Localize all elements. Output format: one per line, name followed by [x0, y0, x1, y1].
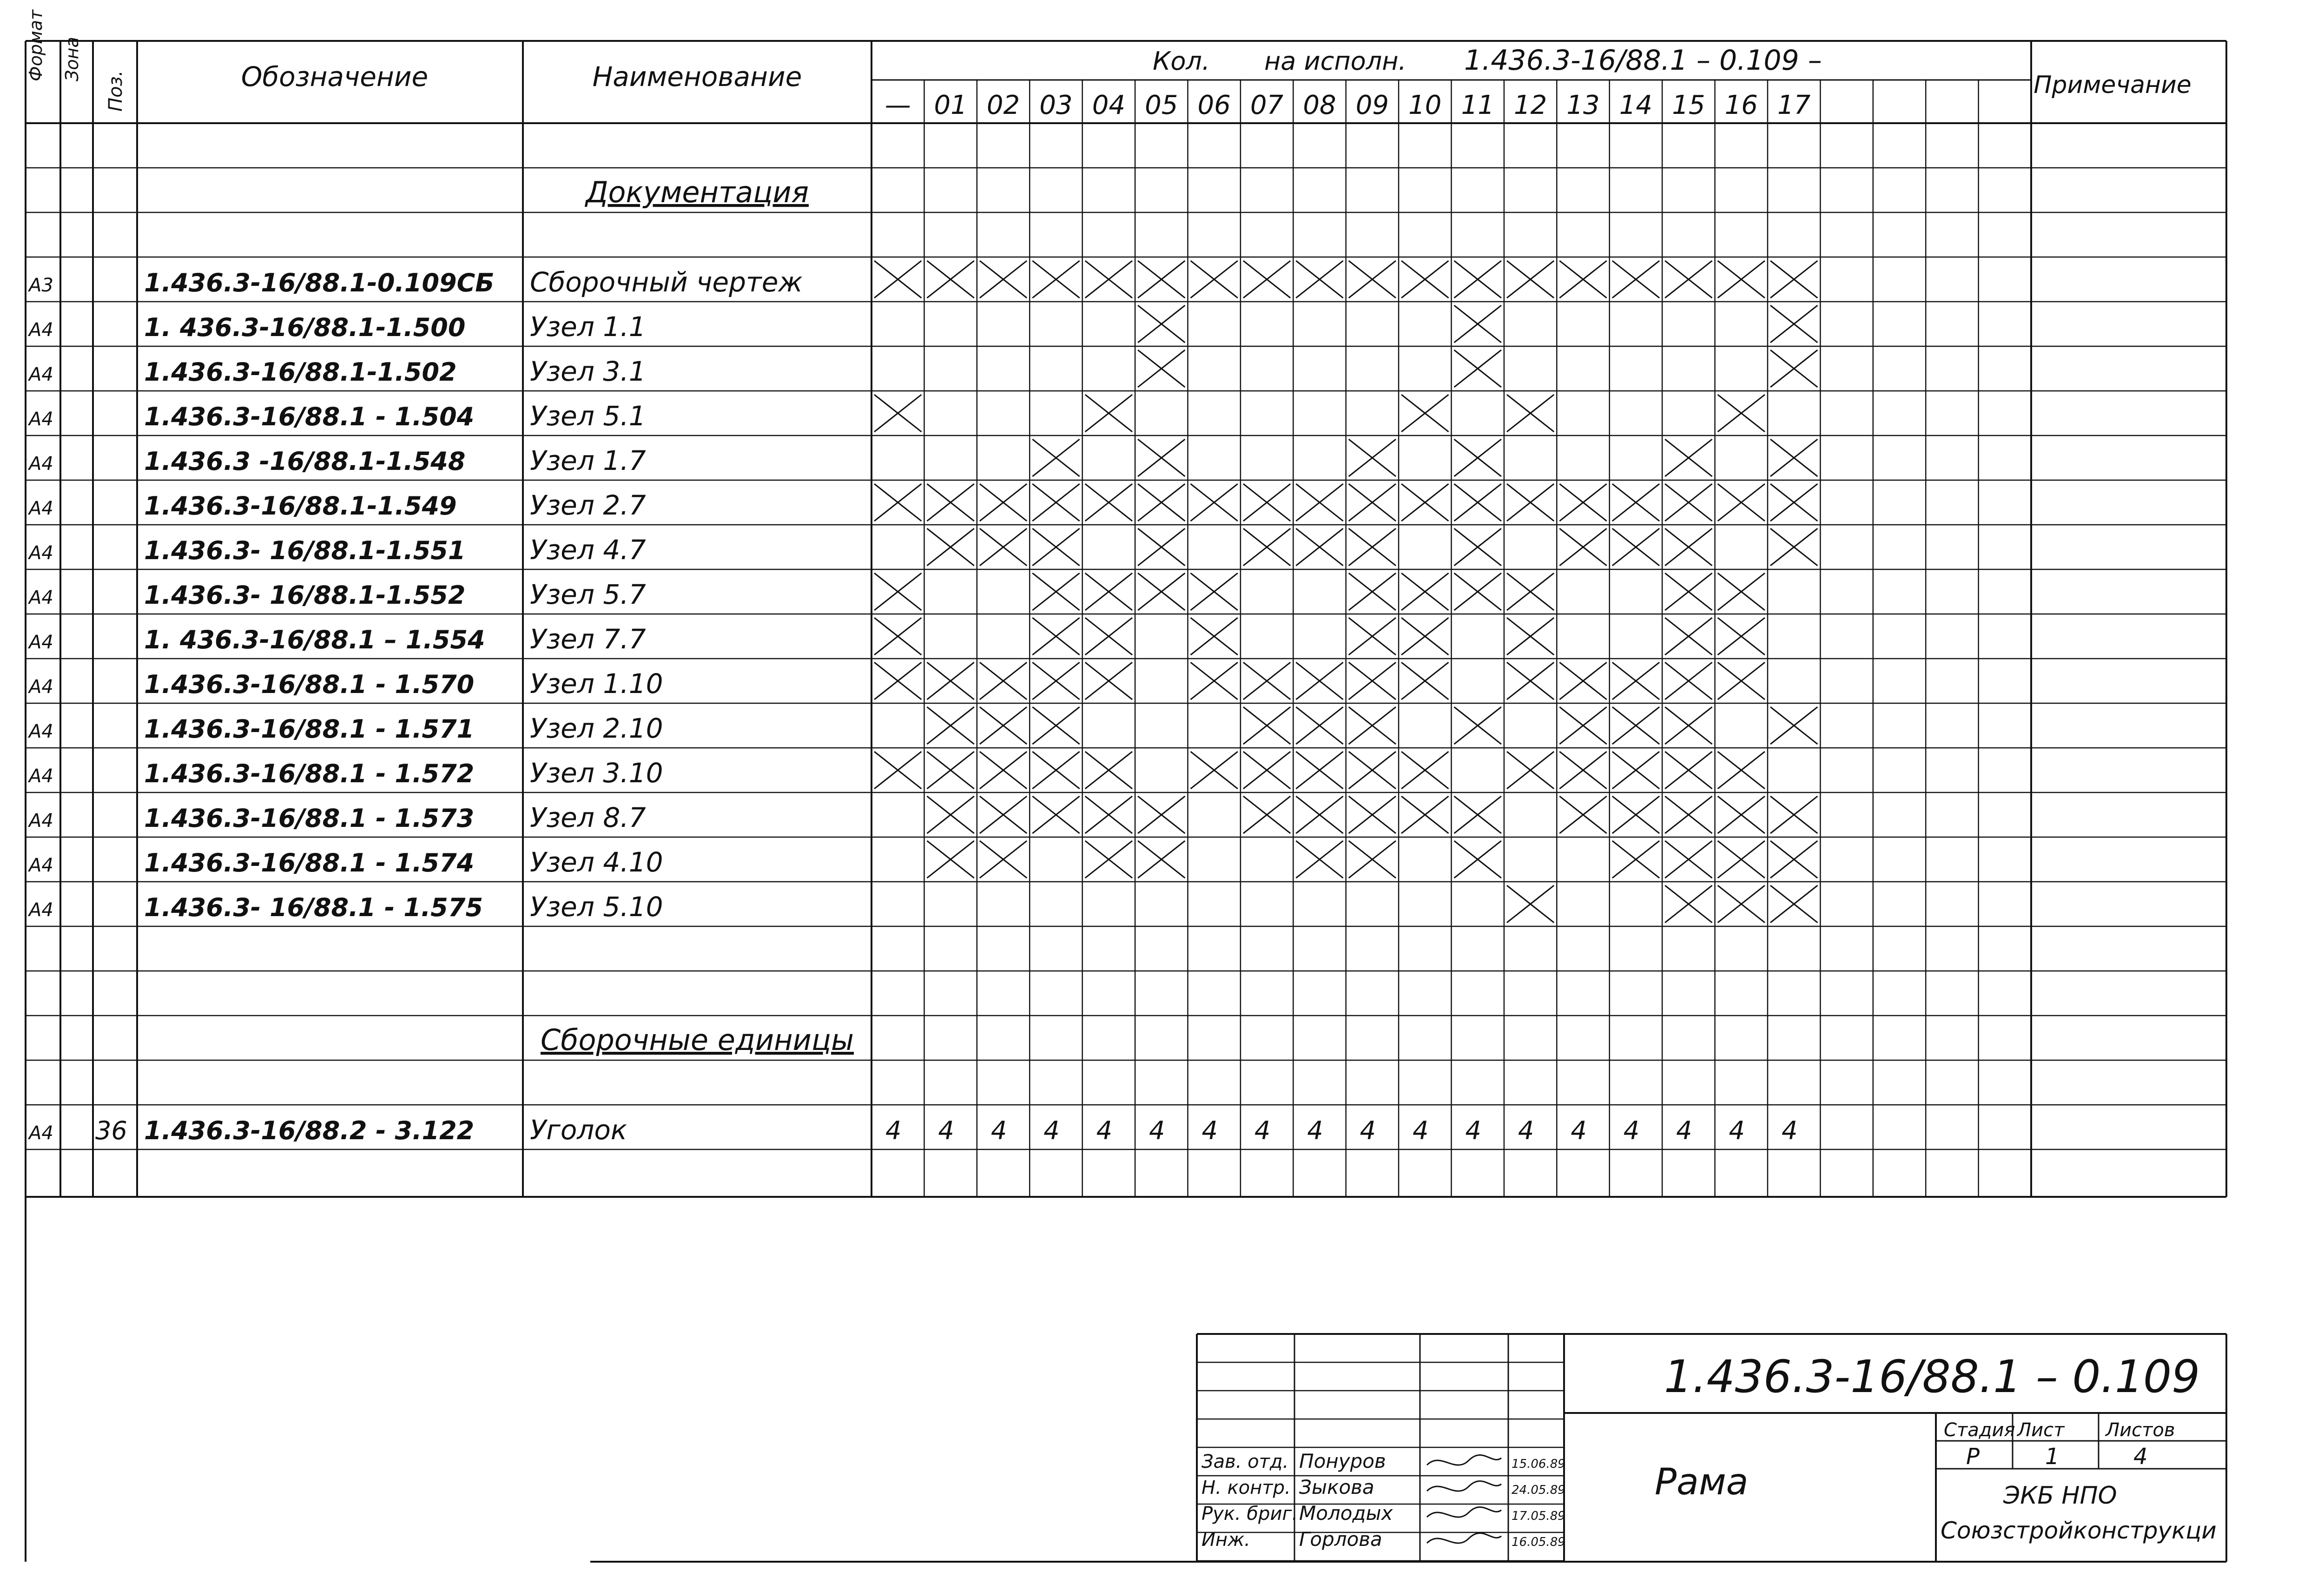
row-format: А4 [29, 676, 53, 698]
row-name: Узел 4.7 [530, 534, 646, 566]
signature-name: Горлова [1299, 1528, 1382, 1551]
row-name: Узел 1.1 [530, 311, 646, 343]
qty-value: 4 [1307, 1116, 1323, 1145]
signature-name: Зыкова [1299, 1476, 1374, 1498]
variant-header-0: — [885, 90, 911, 120]
signature-name: Молодых [1299, 1502, 1393, 1525]
signature-date: 24.05.89 [1512, 1483, 1565, 1497]
document-code: 1.436.3-16/88.1 – 0.109 [1664, 1351, 2200, 1403]
row-format: А4 [29, 632, 53, 653]
header-qty-code: 1.436.3-16/88.1 – 0.109 – [1464, 44, 1822, 77]
row-designation: 1.436.3-16/88.1 - 1.572 [144, 759, 475, 788]
variant-header-12: 12 [1513, 90, 1547, 120]
row-name: Уголок [530, 1114, 627, 1146]
signature-role: Инж. [1202, 1529, 1250, 1551]
qty-value: 4 [1465, 1116, 1481, 1145]
signature-name: Понуров [1299, 1450, 1386, 1472]
row-name: Узел 3.1 [530, 356, 646, 387]
header-zone: Зона [62, 37, 82, 81]
sheets-value: 4 [2133, 1444, 2148, 1470]
signature-date: 17.05.89 [1512, 1509, 1565, 1523]
variant-header-16: 16 [1724, 90, 1758, 120]
row-designation: 1. 436.3-16/88.1-1.500 [144, 313, 466, 342]
header-designation: Обозначение [241, 61, 429, 92]
variant-header-2: 02 [986, 90, 1020, 120]
row-format: А4 [29, 319, 53, 341]
row-format: А4 [29, 810, 53, 832]
row-format: А4 [29, 855, 53, 876]
header-format: Формат [26, 9, 46, 81]
row-format: А4 [29, 899, 53, 921]
signature-role: Рук. бриг. [1202, 1503, 1298, 1525]
row-name: Узел 1.7 [530, 445, 646, 476]
section-title: Документация [586, 175, 809, 209]
variant-header-5: 05 [1145, 90, 1178, 120]
qty-value: 4 [1518, 1116, 1534, 1145]
variant-header-7: 07 [1250, 90, 1284, 120]
row-format: А4 [29, 766, 53, 787]
variant-header-6: 06 [1197, 90, 1231, 120]
sheet-label: Лист [2017, 1419, 2065, 1441]
row-name: Узел 5.10 [530, 891, 663, 923]
qty-value: 4 [1096, 1116, 1112, 1145]
stage-label: Стадия [1944, 1419, 2015, 1441]
row-format: А3 [29, 275, 53, 296]
header-name: Наименование [592, 61, 802, 92]
qty-value: 4 [1254, 1116, 1271, 1145]
row-designation: 1.436.3- 16/88.1 - 1.575 [144, 893, 483, 922]
row-designation: 1.436.3-16/88.1 - 1.504 [144, 402, 475, 431]
row-designation: 1.436.3 -16/88.1-1.548 [144, 447, 466, 476]
qty-value: 4 [885, 1116, 902, 1145]
row-name: Узел 4.10 [530, 846, 663, 878]
qty-value: 4 [1729, 1116, 1745, 1145]
row-format: А4 [29, 542, 53, 564]
header-pos: Поз. [105, 70, 126, 112]
row-name: Узел 1.10 [530, 668, 663, 700]
row-format: А4 [29, 498, 53, 519]
variant-header-17: 17 [1777, 90, 1811, 120]
row-name: Узел 5.1 [530, 400, 646, 432]
row-designation: 1.436.3- 16/88.1-1.551 [144, 536, 466, 565]
variant-header-11: 11 [1461, 90, 1494, 120]
variant-header-9: 09 [1355, 90, 1389, 120]
row-designation: 1.436.3-16/88.1 - 1.573 [144, 804, 475, 833]
variant-header-3: 03 [1039, 90, 1073, 120]
row-name: Узел 8.7 [530, 802, 646, 833]
variant-header-13: 13 [1566, 90, 1600, 120]
variant-header-14: 14 [1619, 90, 1653, 120]
header-note: Примечание [2034, 71, 2192, 99]
qty-value: 4 [1202, 1116, 1218, 1145]
row-designation: 1.436.3-16/88.1 - 1.570 [144, 670, 475, 699]
qty-value: 4 [990, 1116, 1007, 1145]
variant-header-4: 04 [1092, 90, 1125, 120]
qty-value: 4 [1571, 1116, 1587, 1145]
row-pos: 36 [95, 1116, 127, 1145]
qty-value: 4 [1360, 1116, 1376, 1145]
row-name: Узел 2.7 [530, 489, 646, 521]
row-name: Сборочный чертеж [530, 266, 803, 298]
document-name: Рама [1655, 1461, 1749, 1503]
row-name: Узел 2.10 [530, 713, 663, 744]
row-designation: 1.436.3-16/88.2 - 3.122 [144, 1116, 475, 1145]
row-format: А4 [29, 1122, 53, 1144]
org-line2: Союзстройконструкци [1941, 1517, 2217, 1544]
org-line1: ЭКБ НПО [2003, 1482, 2117, 1510]
qty-value: 4 [1043, 1116, 1060, 1145]
signature-role: Зав. отд. [1202, 1451, 1289, 1472]
qty-value: 4 [1676, 1116, 1692, 1145]
header-qty-middle: на исполн. [1264, 46, 1406, 76]
row-designation: 1.436.3-16/88.1-1.502 [144, 357, 457, 387]
variant-header-10: 10 [1408, 90, 1442, 120]
row-designation: 1.436.3-16/88.1 - 1.571 [144, 714, 475, 744]
row-format: А4 [29, 409, 53, 430]
header-qty-prefix: Кол. [1153, 46, 1210, 76]
sheets-label: Листов [2106, 1419, 2175, 1441]
row-name: Узел 3.10 [530, 757, 663, 789]
row-name: Узел 7.7 [530, 623, 646, 655]
row-format: А4 [29, 453, 53, 475]
qty-value: 4 [1781, 1116, 1798, 1145]
row-format: А4 [29, 721, 53, 742]
row-name: Узел 5.7 [530, 579, 646, 610]
row-designation: 1.436.3-16/88.1-1.549 [144, 491, 457, 521]
qty-value: 4 [1413, 1116, 1429, 1145]
variant-header-8: 08 [1303, 90, 1336, 120]
variant-header-15: 15 [1672, 90, 1705, 120]
section-title: Сборочные единицы [540, 1023, 854, 1057]
signature-date: 15.06.89 [1512, 1457, 1565, 1471]
row-format: А4 [29, 587, 53, 608]
row-designation: 1.436.3- 16/88.1-1.552 [144, 581, 466, 610]
signature-date: 16.05.89 [1512, 1535, 1565, 1549]
row-format: А4 [29, 364, 53, 385]
variant-header-1: 01 [934, 90, 967, 120]
row-designation: 1.436.3-16/88.1-0.109СБ [144, 268, 495, 297]
row-designation: 1.436.3-16/88.1 - 1.574 [144, 848, 475, 878]
qty-value: 4 [938, 1116, 954, 1145]
sheet-value: 1 [2045, 1444, 2060, 1470]
row-designation: 1. 436.3-16/88.1 – 1.554 [144, 625, 485, 654]
qty-value: 4 [1623, 1116, 1640, 1145]
signature-role: Н. контр. [1202, 1477, 1291, 1498]
stage-value: Р [1966, 1444, 1980, 1470]
qty-value: 4 [1149, 1116, 1165, 1145]
